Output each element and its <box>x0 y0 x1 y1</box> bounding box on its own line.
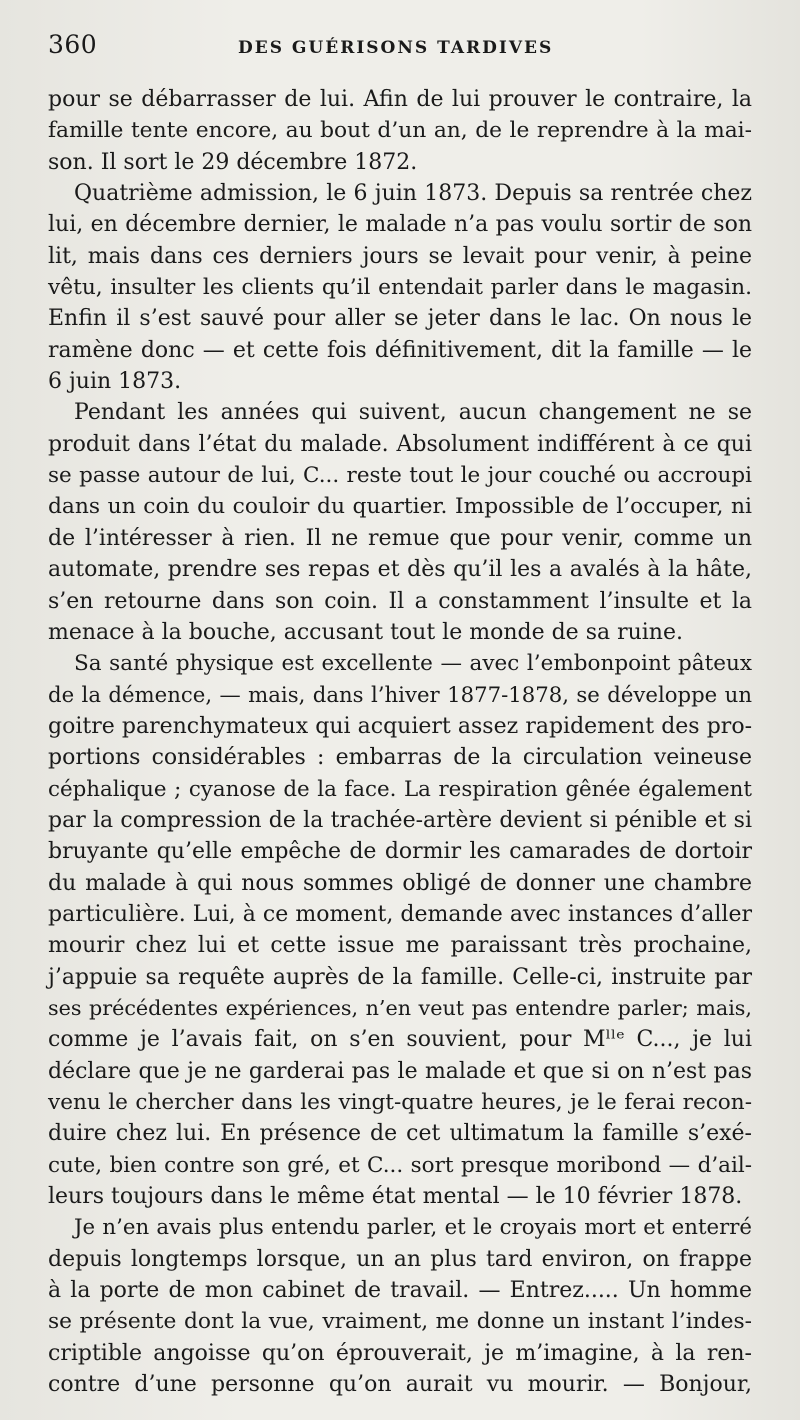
text-line: famille tente encore, au bout d’un an, de le reprendre à la mai- <box>48 118 752 144</box>
text-line: du malade à qui nous sommes obligé de donner une chambre <box>48 870 752 896</box>
text-line: portions considérables : embarras de la circulation veineuse <box>48 745 752 771</box>
text-line: j’appuie sa requête auprès de la famille. Celle-ci, instruite par <box>48 964 752 990</box>
text-line: céphalique ; cyanose de la face. La respiration gênée également <box>48 776 752 802</box>
body-text <box>48 84 752 1400</box>
text-line: automate, prendre ses repas et dès qu’il les a avalés à la hâte, <box>48 557 752 583</box>
text-line: ramène donc — et cette fois définitivement, dit la famille — le <box>48 337 752 363</box>
text-line: Quatrième admission, le 6 juin 1873. Depuis sa rentrée chez <box>74 181 752 207</box>
text-line: déclare que je ne garderai pas le malade et que si on n’est pas <box>48 1058 752 1084</box>
text-line: goitre parenchymateux qui acquiert assez rapidement des pro- <box>48 713 752 739</box>
text-line: cute, bien contre son gré, et C... sort presque moribond — d’ail- <box>48 1152 752 1178</box>
text-line: produit dans l’état du malade. Absolument indifférent à ce qui <box>48 431 752 457</box>
text-line: Enfin il s’est sauvé pour aller se jeter dans le lac. On nous le <box>48 306 752 332</box>
text-line: de l’intéresser à rien. Il ne remue que pour venir, comme un <box>48 525 752 551</box>
text-line: vêtu, insulter les clients qu’il entendait parler dans le magasin. <box>48 275 752 301</box>
text-line: ses précédentes expériences, n’en veut pas entendre parler; mais, <box>48 995 752 1020</box>
text-line: à la porte de mon cabinet de travail. — Entrez..... Un homme <box>48 1278 752 1304</box>
text-line: dans un coin du couloir du quartier. Impossible de l’occuper, ni <box>48 494 752 520</box>
text-line: leurs toujours dans le même état mental — le 10 février 1878. <box>48 1184 743 1210</box>
text-line: mourir chez lui et cette issue me paraissant très prochaine, <box>48 933 752 959</box>
text-line: venu le chercher dans les vingt-quatre heures, je le ferai recon- <box>48 1090 752 1115</box>
text-line: s’en retourne dans son coin. Il a constamment l’insulte et la <box>48 588 752 614</box>
text-line: comme je l’avais fait, on s’en souvient, pour Mˡˡᵉ C..., je lui <box>48 1027 752 1053</box>
running-head: DES GUÉRISONS TARDIVES <box>238 38 554 58</box>
text-line: lui, en décembre dernier, le malade n’a pas voulu sortir de son <box>48 212 752 238</box>
text-line: contre d’une personne qu’on aurait vu mourir. — Bonjour, <box>48 1372 752 1398</box>
text-line: Je n’en avais plus entendu parler, et le croyais mort et enterré <box>74 1215 752 1241</box>
text-line: par la compression de la trachée-artère devient si pénible et si <box>48 807 752 833</box>
text-line: se passe autour de lui, C... reste tout le jour couché ou accroupi <box>48 463 752 489</box>
page-number: 360 <box>48 30 98 59</box>
text-line: se présente dont la vue, vraiment, me donne un instant l’indes- <box>48 1309 752 1335</box>
text-line: pour se débarrasser de lui. Afin de lui prouver le contraire, la <box>48 87 752 112</box>
text-line: criptible angoisse qu’on éprouverait, je m’imagine, à la ren- <box>48 1340 752 1366</box>
text-line: Pendant les années qui suivent, aucun changement ne se <box>74 400 752 426</box>
text-line: lit, mais dans ces derniers jours se levait pour venir, à peine <box>48 243 752 269</box>
text-line: particulière. Lui, à ce moment, demande avec instances d’aller <box>48 901 752 927</box>
text-line: de la démence, — mais, dans l’hiver 1877-1878, se développe un <box>48 682 752 708</box>
text-line: 6 juin 1873. <box>48 369 182 395</box>
text-line: bruyante qu’elle empêche de dormir les camarades de dortoir <box>48 839 752 865</box>
text-line: Sa santé physique est excellente — avec l’embonpoint pâteux <box>74 651 752 677</box>
page-header <box>48 30 752 78</box>
text-line: depuis longtemps lorsque, un an plus tard environ, on frappe <box>48 1246 752 1272</box>
text-line: menace à la bouche, accusant tout le monde de sa ruine. <box>48 619 683 645</box>
text-line: duire chez lui. En présence de cet ultimatum la famille s’exé- <box>48 1121 752 1147</box>
text-line: son. Il sort le 29 décembre 1872. <box>48 149 418 175</box>
